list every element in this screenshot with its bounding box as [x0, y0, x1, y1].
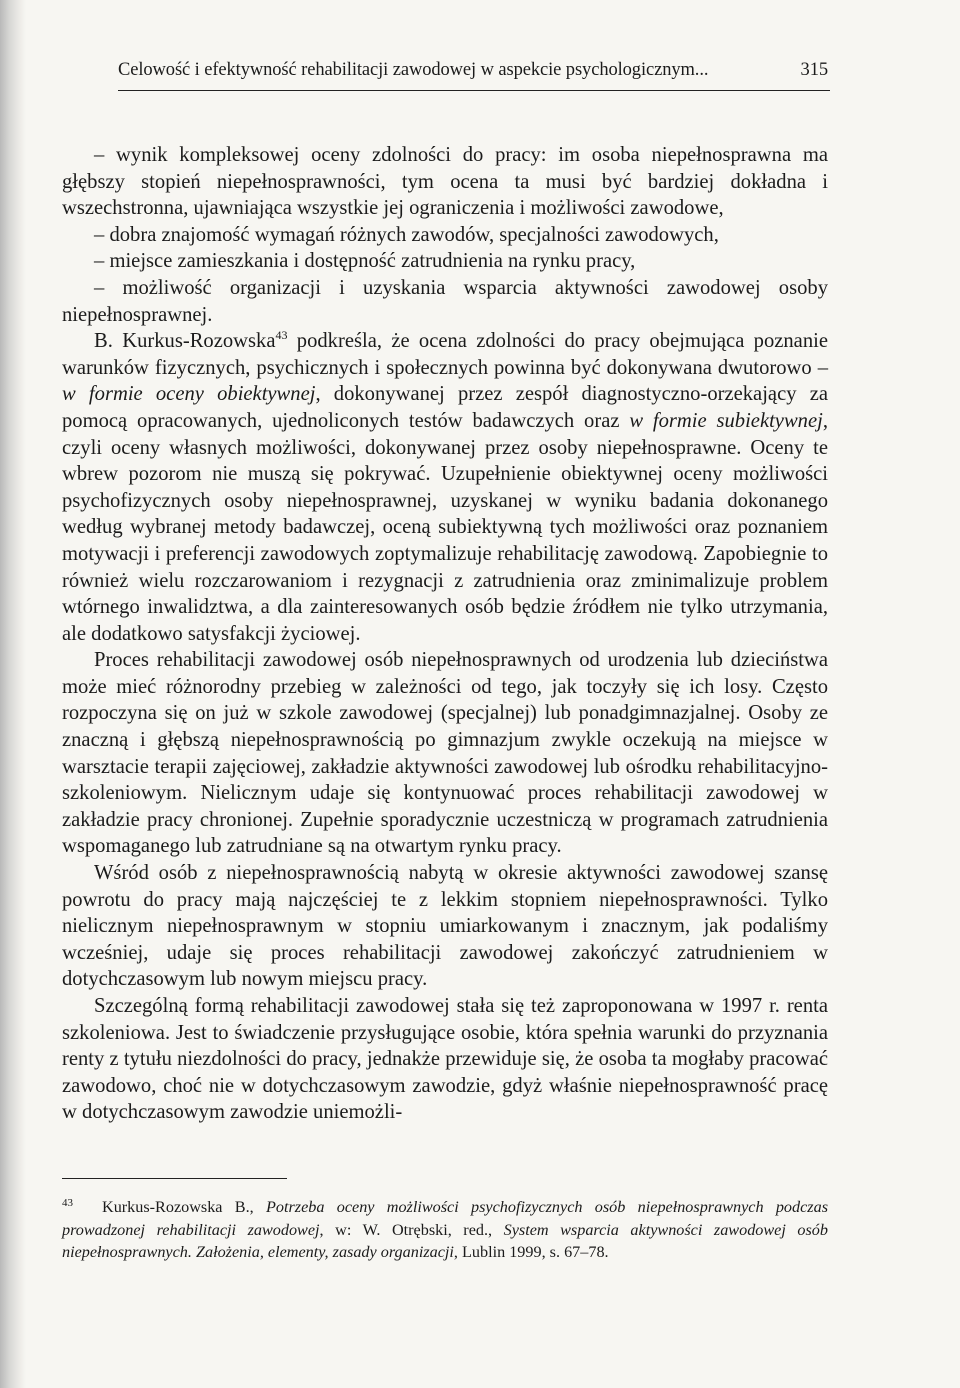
running-header	[118, 60, 828, 81]
footnote: 43 Kurkus-Rozowska B., Potrzeba oceny możliwości psychofizycznych osób niepełnosprawnych podczas prowadzonej rehabilitacji zawodowej, w: W. Otrębski, red., System wsparcia aktywności zawodowej osób niepełnosprawnych. Założenia, elementy, zasady organizacji, Lublin 1999, s. 67–78.	[62, 1196, 828, 1261]
paragraph	[62, 328, 828, 647]
footnote-title: Potrzeba oceny możliwości psychofizycznych osób niepełnosprawnych podczas prowadzonej rehabilitacji zawodowej	[62, 1198, 828, 1239]
paragraph-text: podkreśla, że ocena zdolności do pracy obejmująca poznanie warunków fizycznych, psychicznych i społecznych powinna być dokonywana dwutorowo –	[62, 330, 828, 379]
main-text	[62, 142, 828, 1126]
scan-edge-shadow	[0, 0, 26, 1388]
footnote-text: , w: W. Otrębski, red.,	[319, 1220, 504, 1239]
footnote-marker: 43	[275, 328, 288, 343]
author-reference: B. Kurkus-Rozowska	[94, 330, 276, 353]
paragraph: Wśród osób z niepełnosprawnością nabytą w okresie aktywności zawodowej szansę powrotu do pracy mają najczęściej te z lekkim stopniem niepełnosprawności. Tylko nielicznym niepełnosprawnym w stopniu umiarkowanym i znacznym, jak podaliśmy wcześniej, udaje się proces rehabilitacji zawodowej zakończyć zatrudnieniem w dotychczasowym lub nowym miejscu pracy.	[62, 862, 828, 991]
emphasis: w formie oceny obiektywnej	[62, 383, 316, 406]
footnote-book-title: System wsparcia aktywności zawodowej osób niepełnosprawnych. Założenia, elementy, zasady organizacji	[62, 1220, 828, 1261]
paragraph: Proces rehabilitacji zawodowej osób niepełnosprawnych od urodzenia lub dzieciństwa może mieć różnorodny przebieg w zależności od tego, jak toczyły się ich losy. Często rozpoczyna się on już w szkole zawodowej (specjalnej) lub ponadgimnazjalnej. Osoby ze znaczną i głębszą niepełnosprawnością po gimnazjum zwykle oczekują na miejsce w warsztacie terapii zajęciowej, zakładzie aktywności zawodowej lub ośrodku rehabilitacyjno-szkoleniowym. Nielicznym udaje się kontynuować proces rehabilitacji zawodowej w zakładzie pracy chronionej. Zupełnie sporadycznie uczestniczą w programach zatrudnienia wspomaganego lub zatrudniane są na otwartym rynku pracy.	[62, 649, 828, 858]
emphasis: w formie subiektywnej	[629, 409, 823, 432]
list-item: – miejsce zamieszkania i dostępność zatrudnienia na rynku pracy,	[94, 250, 636, 273]
paragraph-text: , dokonywanej przez zespół diagnostyczno-orzekający za pomocą opracowanych, ujednoliconych testów badawczych oraz	[62, 383, 828, 432]
paragraph: Szczególną formą rehabilitacji zawodowej stała się też zaproponowana w 1997 r. renta szkoleniowa. Jest to świadczenie przysługujące osobie, która spełnia warunki do przyznania renty z tytułu niezdolności do pracy, jednakże przewiduje się, że osoba ta mogłaby pracować zawodowo, choć nie w dotychczasowym zawodzie, gdyż właśnie niepełnosprawność pracę w dotychczasowym zawodzie uniemożli-	[62, 995, 828, 1124]
page-number: 315	[800, 60, 828, 80]
running-title: Celowość i efektywność rehabilitacji zawodowej w aspekcie psychologicznym...	[118, 60, 709, 80]
header-divider	[118, 90, 830, 91]
paragraph-text: , czyli oceny własnych możliwości, dokonywanej przez osoby niepełnosprawne. Oceny te wbrew pozorom nie muszą się pokrywać. Uzupełnienie obiektywnej oceny możliwości psychofizycznych osoby niepełnosprawnej, uzyskanej w wyniku badania dokonanego według wybranej metody badawczej, oceną subiektywną tych możliwości oraz poznaniem motywacji i preferencji zawodowych zoptymalizuje rehabilitację zawodową. Zapobiegnie to również wielu rozczarowaniom i rezygnacji z zatrudnienia oraz zminimalizuje problem wtórnego inwalidztwa, a dla zainteresowanych osób będzie źródłem nie tylko utrzymania, ale dodatkowo satysfakcji życiowej.	[62, 409, 828, 645]
footnote-text: , Lublin 1999, s. 67–78.	[453, 1243, 609, 1261]
footnote-divider	[62, 1178, 287, 1179]
list-item: – wynik kompleksowej oceny zdolności do pracy: im osoba niepełnosprawna ma głębszy stopień niepełnosprawności, tym ocena ta musi być bardziej dokładna i wszechstronna, ujawniająca wszystkie jej ograniczenia i możliwości zawodowe,	[62, 144, 828, 220]
list-item: – możliwość organizacji i uzyskania wsparcia aktywności zawodowej osoby niepełnosprawnej.	[62, 276, 828, 326]
footnote-author: Kurkus-Rozowska B.,	[102, 1198, 266, 1216]
list-item: – dobra znajomość wymagań różnych zawodów, specjalności zawodowych,	[94, 223, 719, 246]
